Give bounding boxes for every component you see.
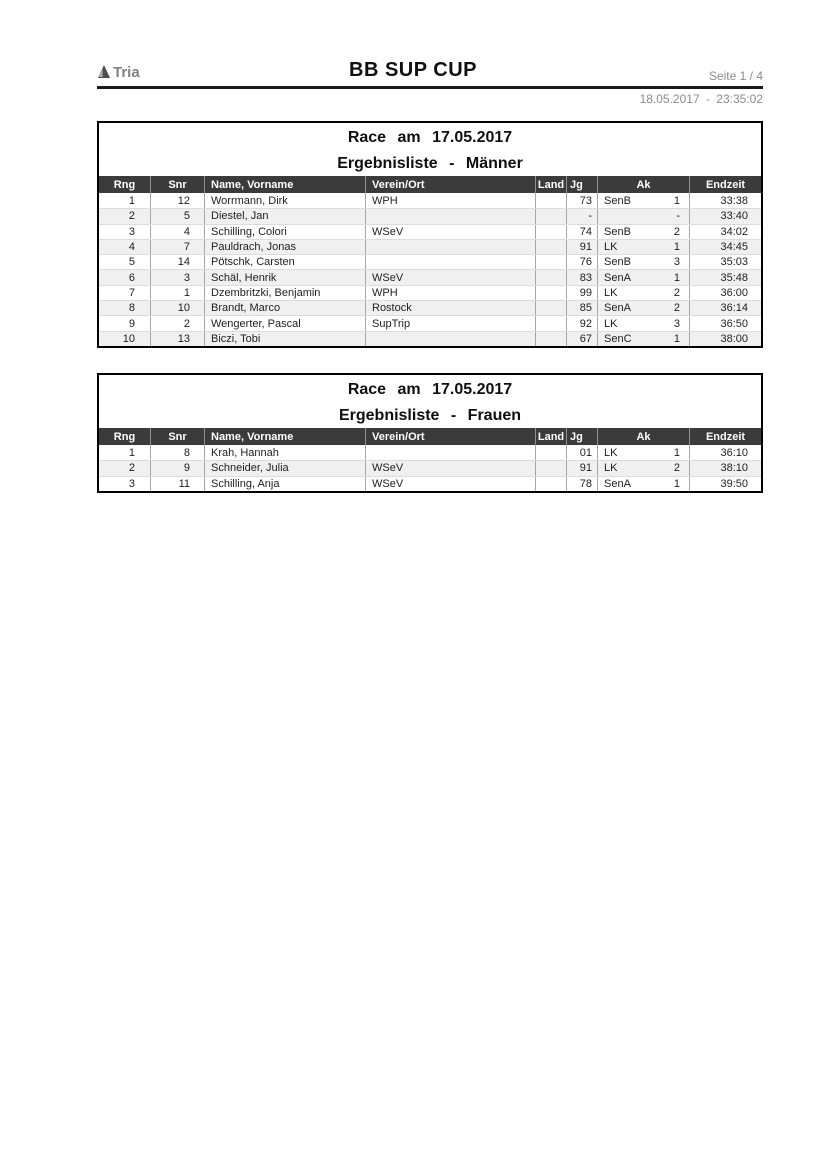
cell-jg: 76 [566,255,597,269]
cell-ak [597,477,689,491]
ak-class: LK [604,286,618,299]
cell-name: Schilling, Colori [204,225,365,239]
cell-verein [365,332,535,346]
cell-verein [365,240,535,254]
cell-verein: Rostock [365,301,535,315]
ak-class: SenC [604,332,632,345]
table-title-block [99,375,761,428]
table-row [99,208,761,223]
table-row [99,224,761,239]
table-row [99,460,761,475]
cell-verein [365,209,535,223]
cell-endzeit: 36:10 [689,445,761,460]
cell-snr: 9 [150,461,204,475]
page-number: Seite 1 / 4 [708,69,763,83]
cell-name: Diestel, Jan [204,209,365,223]
cell-rng: 6 [128,271,135,284]
cell-ak [597,225,689,239]
cell-snr: 14 [150,255,204,269]
cell-verein: WPH [365,286,535,300]
table-title-block [99,123,761,176]
ak-class: LK [604,462,618,475]
cell-name: Pauldrach, Jonas [204,240,365,254]
cell-endzeit: 38:10 [689,461,761,475]
cell-verein: SupTrip [365,316,535,330]
cell-ak [597,316,689,330]
cell-verein [365,255,535,269]
cell-jg: 92 [566,316,597,330]
table-row [99,331,761,346]
results-table-maenner [97,121,763,348]
ak-rank: 1 [673,446,680,459]
cell-ak [597,301,689,315]
column-header-rng: Rng [113,430,136,443]
column-header-name: Name, Vorname [204,176,365,193]
header-rule [97,86,763,89]
ak-class: SenA [604,271,631,284]
cell-endzeit: 35:48 [689,270,761,284]
cell-jg: 85 [566,301,597,315]
cell-snr: 4 [150,225,204,239]
cell-verein: WSeV [365,477,535,491]
cell-name: Brandt, Marco [204,301,365,315]
ak-rank: 1 [673,477,680,490]
cell-land [535,477,566,491]
cell-rng: 3 [128,225,135,238]
ak-class: SenA [604,477,631,490]
cell-snr: 3 [150,270,204,284]
cell-land [535,270,566,284]
cell-land [535,255,566,269]
cell-land [535,209,566,223]
column-header-row [99,176,761,193]
cell-snr: 11 [150,477,204,491]
cell-land [535,316,566,330]
ak-rank: 1 [673,332,680,345]
cell-jg: 78 [566,477,597,491]
cell-ak [597,286,689,300]
column-header-rng: Rng [113,178,136,191]
cell-jg: - [566,209,597,223]
table-row [99,315,761,330]
logo-text: Tria [113,64,140,81]
cell-rng: 3 [128,477,135,490]
column-header-ak: Ak [597,176,689,193]
ak-rank: 1 [673,271,680,284]
cell-land [535,445,566,460]
cell-ak [597,445,689,460]
cell-rng: 2 [128,462,135,475]
column-header-name: Name, Vorname [204,428,365,445]
results-table-frauen [97,373,763,493]
column-header-endzeit: Endzeit [689,428,761,445]
column-header-ak: Ak [597,428,689,445]
cell-rng: 7 [128,286,135,299]
cell-ak [597,270,689,284]
cell-jg: 99 [566,286,597,300]
cell-rng: 1 [128,446,135,459]
ak-class: SenB [604,225,631,238]
cell-snr: 13 [150,332,204,346]
cell-rng: 9 [128,317,135,330]
cell-name: Schäl, Henrik [204,270,365,284]
cell-ak [597,193,689,208]
ak-rank: 1 [673,241,680,254]
column-header-land: Land [535,176,566,193]
cell-verein: WSeV [365,461,535,475]
cell-endzeit: 33:38 [689,193,761,208]
ak-rank: 3 [673,256,680,269]
ak-rank: 2 [673,302,680,315]
page-title: BB SUP CUP [349,59,477,81]
table-row [99,300,761,315]
table-row [99,445,761,460]
table-subtitle: Ergebnisliste - Frauen [338,407,522,424]
cell-ak [597,332,689,346]
cell-ak [597,461,689,475]
ak-class: LK [604,317,618,330]
cell-endzeit: 34:45 [689,240,761,254]
table-title: Race am 17.05.2017 [347,381,513,398]
cell-ak [597,255,689,269]
cell-endzeit: 36:14 [689,301,761,315]
cell-name: Krah, Hannah [204,445,365,460]
cell-land [535,332,566,346]
ak-rank: 3 [673,317,680,330]
cell-rng: 2 [128,210,135,223]
column-header-verein: Verein/Ort [365,176,535,193]
cell-ak [597,240,689,254]
cell-verein: WPH [365,193,535,208]
ak-class: LK [604,241,618,254]
table-row [99,254,761,269]
cell-name: Dzembritzki, Benjamin [204,286,365,300]
ak-class: SenB [604,194,631,207]
cell-rng: 8 [128,302,135,315]
cell-name: Schilling, Anja [204,477,365,491]
table-row [99,285,761,300]
cell-snr: 8 [150,445,204,460]
cell-verein: WSeV [365,270,535,284]
cell-jg: 91 [566,461,597,475]
cell-snr: 7 [150,240,204,254]
column-header-endzeit: Endzeit [689,176,761,193]
cell-land [535,461,566,475]
cell-name: Biczi, Tobi [204,332,365,346]
ak-rank: 2 [673,462,680,475]
cell-snr: 1 [150,286,204,300]
cell-name: Pötschk, Carsten [204,255,365,269]
column-header-jg: Jg [566,176,597,193]
ak-class: SenB [604,256,631,269]
cell-jg: 73 [566,193,597,208]
table-body [99,193,761,346]
cell-jg: 83 [566,270,597,284]
cell-land [535,286,566,300]
cell-endzeit: 33:40 [689,209,761,223]
table-row [99,269,761,284]
cell-name: Schneider, Julia [204,461,365,475]
column-header-land: Land [535,428,566,445]
cell-jg: 67 [566,332,597,346]
cell-jg: 74 [566,225,597,239]
cell-endzeit: 36:00 [689,286,761,300]
cell-snr: 5 [150,209,204,223]
table-body [99,445,761,491]
column-header-jg: Jg [566,428,597,445]
table-row [99,239,761,254]
column-header-row [99,428,761,445]
cell-land [535,225,566,239]
ak-class: LK [604,446,618,459]
cell-verein [365,445,535,460]
column-header-verein: Verein/Ort [365,428,535,445]
table-row [99,476,761,491]
cell-ak [597,209,689,223]
table-title: Race am 17.05.2017 [347,129,513,146]
cell-endzeit: 34:02 [689,225,761,239]
print-datetime: 18.05.2017 - 23:35:02 [639,92,763,106]
cell-rng: 4 [128,241,135,254]
cell-snr: 10 [150,301,204,315]
cell-name: Wengerter, Pascal [204,316,365,330]
cell-jg: 01 [566,445,597,460]
ak-rank: 2 [673,225,680,238]
cell-rng: 1 [128,194,135,207]
cell-name: Worrmann, Dirk [204,193,365,208]
cell-endzeit: 35:03 [689,255,761,269]
ak-rank: - [676,210,680,223]
cell-endzeit: 38:00 [689,332,761,346]
cell-verein: WSeV [365,225,535,239]
cell-endzeit: 39:50 [689,477,761,491]
cell-land [535,240,566,254]
ak-rank: 2 [673,286,680,299]
column-header-snr: Snr [150,176,204,193]
cell-rng: 5 [128,256,135,269]
cell-endzeit: 36:50 [689,316,761,330]
cell-land [535,193,566,208]
cell-snr: 2 [150,316,204,330]
table-subtitle: Ergebnisliste - Männer [337,155,523,172]
ak-class: SenA [604,302,631,315]
column-header-snr: Snr [150,428,204,445]
table-row [99,193,761,208]
cell-land [535,301,566,315]
ak-rank: 1 [673,194,680,207]
cell-jg: 91 [566,240,597,254]
cell-snr: 12 [150,193,204,208]
cell-rng: 10 [122,332,135,345]
